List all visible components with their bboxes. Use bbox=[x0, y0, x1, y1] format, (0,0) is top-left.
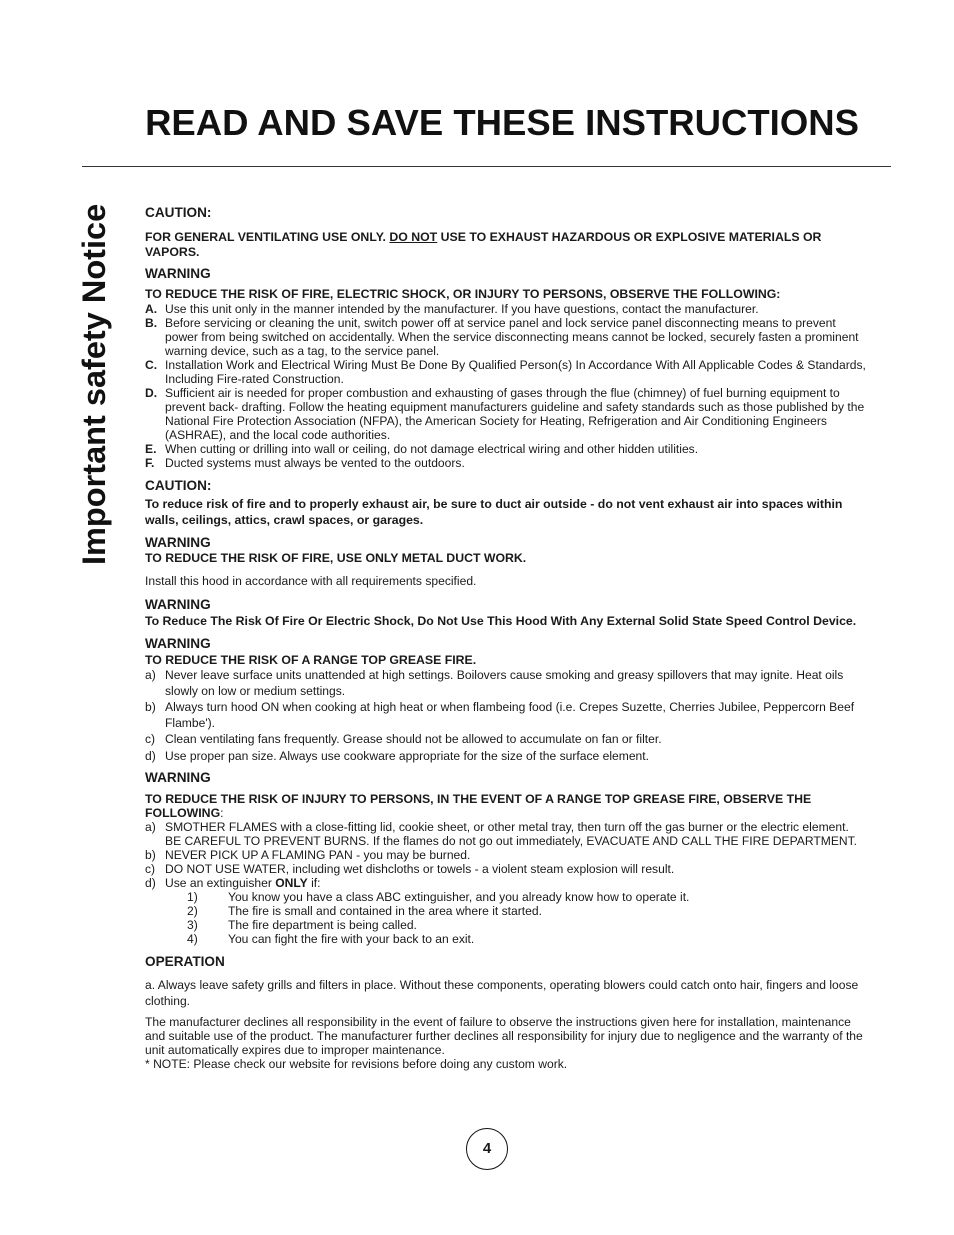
list-item-text: NEVER PICK UP A FLAMING PAN - you may be burned. bbox=[165, 848, 471, 862]
operation-para2: The manufacturer declines all responsibility in the event of failure to observe the instructions given here for installation, maintenance and suitable use of the product. The manufacturer further declines all responsibility for injury due to negligence and the warranty of the unit automatically expires due to improper maintenance. bbox=[145, 1015, 863, 1057]
sublist-item bbox=[145, 918, 867, 932]
list-item bbox=[145, 302, 867, 316]
caution1-text bbox=[145, 230, 867, 260]
warning2-heading: WARNING bbox=[145, 535, 211, 550]
caution1-heading: CAUTION: bbox=[145, 205, 212, 220]
list-item-label: A. bbox=[145, 302, 158, 316]
list-item-text bbox=[165, 876, 867, 890]
list-item-label: d) bbox=[145, 748, 156, 763]
side-title: Important safety Notice bbox=[76, 203, 112, 565]
list-item-label: C. bbox=[145, 358, 158, 372]
sublist-item-label: 4) bbox=[187, 932, 198, 946]
sublist-item bbox=[145, 932, 867, 946]
list-item bbox=[145, 848, 867, 862]
list-item-text: Never leave surface units unattended at high settings. Boilovers cause smoking and greasy spillovers that may ignite. Heat oils slowly on low or medium settings. bbox=[165, 668, 844, 698]
list-item-text: Use this unit only in the manner intended by the manufacturer. If you have questions, contact the manufacturer. bbox=[165, 302, 759, 316]
item-d-text-only: ONLY bbox=[275, 876, 308, 890]
warning4-heading: WARNING bbox=[145, 636, 211, 651]
list-item-text: Before servicing or cleaning the unit, switch power off at service panel and lock service panel disconnecting means to prevent power from being switched on accidentally. When the service disconnecting means cannot be locked, securely fasten a prominent warning device, such as a tag, to the service panel. bbox=[165, 316, 859, 358]
caution1-text-b: USE TO EXHAUST HAZARDOUS OR EXPLOSIVE MATERIALS OR VAPORS. bbox=[145, 230, 822, 259]
warning1-lead: TO REDUCE THE RISK OF FIRE, ELECTRIC SHOCK, OR INJURY TO PERSONS, OBSERVE THE FOLLOWING: bbox=[145, 287, 781, 301]
sublist-item-text: You know you have a class ABC extinguisher, and you already know how to operate it. bbox=[228, 890, 690, 904]
warning2-text: Install this hood in accordance with all requirements specified. bbox=[145, 574, 477, 588]
list-item bbox=[145, 876, 867, 890]
list-item bbox=[145, 668, 867, 699]
sublist-item-text: The fire is small and contained in the area where it started. bbox=[228, 904, 542, 918]
warning5-lead-colon: : bbox=[220, 806, 224, 820]
sublist-item bbox=[145, 890, 867, 904]
operation-note: * NOTE: Please check our website for revisions before doing any custom work. bbox=[145, 1057, 568, 1071]
list-item bbox=[145, 700, 867, 731]
list-item-label: b) bbox=[145, 848, 156, 862]
list-item bbox=[145, 820, 867, 848]
list-item-label: B. bbox=[145, 316, 158, 330]
list-item-label: c) bbox=[145, 862, 156, 876]
warning1-heading: WARNING bbox=[145, 266, 211, 281]
page-number: 4 bbox=[466, 1128, 508, 1170]
list-item-label: b) bbox=[145, 700, 156, 714]
warning4-lead: TO REDUCE THE RISK OF A RANGE TOP GREASE FIRE. bbox=[145, 653, 477, 667]
list-item-text: DO NOT USE WATER, including wet dishcloths or towels - a violent steam explosion will result. bbox=[165, 862, 675, 876]
sublist-item-text: The fire department is being called. bbox=[228, 918, 417, 932]
page-title: READ AND SAVE THESE INSTRUCTIONS bbox=[145, 102, 859, 143]
operation-para1: a. Always leave safety grills and filters in place. Without these components, operating blowers could catch onto hair, fingers and loose clothing. bbox=[145, 978, 859, 1008]
list-item-label: d) bbox=[145, 876, 156, 890]
warning2-lead: TO REDUCE THE RISK OF FIRE, USE ONLY METAL DUCT WORK. bbox=[145, 551, 527, 565]
operation-heading: OPERATION bbox=[145, 954, 225, 969]
warning1-list bbox=[145, 302, 867, 470]
warning5-list bbox=[145, 820, 867, 890]
list-item-text: When cutting or drilling into wall or ceiling, do not damage electrical wiring and other hidden utilities. bbox=[165, 442, 699, 456]
list-item bbox=[145, 862, 867, 876]
list-item-text: Ducted systems must always be vented to the outdoors. bbox=[165, 456, 465, 470]
list-item-label: a) bbox=[145, 820, 156, 834]
list-item bbox=[145, 358, 867, 386]
title-divider bbox=[82, 166, 891, 167]
list-item bbox=[145, 456, 867, 470]
sublist-item bbox=[145, 904, 867, 918]
list-item bbox=[145, 442, 867, 456]
list-item bbox=[145, 732, 867, 748]
sublist-item-text: You can fight the fire with your back to an exit. bbox=[228, 932, 475, 946]
list-item-label: E. bbox=[145, 442, 157, 456]
warning5-lead bbox=[145, 792, 867, 820]
caution2-text: To reduce risk of fire and to properly exhaust air, be sure to duct air outside - do not vent exhaust air into spaces within walls, ceilings, attics, crawl spaces, or garages. bbox=[145, 497, 843, 527]
sublist-item-label: 2) bbox=[187, 904, 198, 918]
list-item-text: Always turn hood ON when cooking at high heat or when flambeing food (i.e. Crepes Suzette, Cherries Jubilee, Peppercorn Beef Flambe'). bbox=[165, 700, 855, 730]
list-item-text: Installation Work and Electrical Wiring Must Be Done By Qualified Person(s) In Accordance With All Applicable Codes & Standards, Including Fire-rated Construction. bbox=[165, 358, 866, 386]
list-item-label: c) bbox=[145, 732, 156, 746]
caution2-heading: CAUTION: bbox=[145, 478, 212, 493]
warning5-heading: WARNING bbox=[145, 770, 211, 785]
warning3-text: To Reduce The Risk Of Fire Or Electric Shock, Do Not Use This Hood With Any External Solid State Speed Control Device. bbox=[145, 614, 857, 628]
warning5-lead-text: TO REDUCE THE RISK OF INJURY TO PERSONS, IN THE EVENT OF A RANGE TOP GREASE FIRE, OBSERVE THE FOLLOWING bbox=[145, 792, 812, 820]
list-item bbox=[145, 386, 867, 442]
list-item-text: Use proper pan size. Always use cookware appropriate for the size of the surface element. bbox=[165, 748, 650, 763]
list-item-label: D. bbox=[145, 386, 158, 400]
sublist-item-label: 3) bbox=[187, 918, 198, 932]
caution1-text-a: FOR GENERAL VENTILATING USE ONLY. bbox=[145, 230, 390, 244]
list-item-text: Sufficient air is needed for proper combustion and exhausting of gases through the flue (chimney) of fuel burning equipment to prevent back- drafting. Follow the heating equipment manufacturers guideline and safety standards such as those published by the National Fire Protection Association (NFPA), the American Society for Heating, Refrigeration and Air Conditioning Engineers (ASHRAE), and the local code authorities. bbox=[165, 386, 865, 442]
list-item-label: F. bbox=[145, 456, 155, 470]
item-d-text-a: Use an extinguisher bbox=[165, 876, 276, 890]
sublist-item-label: 1) bbox=[187, 890, 198, 904]
list-item-label: a) bbox=[145, 668, 156, 682]
caution1-text-underline: DO NOT bbox=[389, 230, 438, 244]
list-item bbox=[145, 316, 867, 358]
item-d-text-c: if: bbox=[307, 876, 321, 890]
list-item-text: Clean ventilating fans frequently. Grease should not be allowed to accumulate on fan or filter. bbox=[165, 732, 662, 746]
warning3-heading: WARNING bbox=[145, 597, 211, 612]
list-item bbox=[145, 749, 867, 765]
warning4-list bbox=[145, 668, 867, 764]
instructions-content bbox=[145, 205, 867, 1071]
warning5-sublist bbox=[145, 890, 867, 946]
list-item-text: SMOTHER FLAMES with a close-fitting lid, cookie sheet, or other metal tray, then turn off the gas burner or the electric element. BE CAREFUL TO PREVENT BURNS. If the flames do not go out immediately, EVACUATE AND CALL THE FIRE DEPARTMENT. bbox=[165, 820, 858, 848]
